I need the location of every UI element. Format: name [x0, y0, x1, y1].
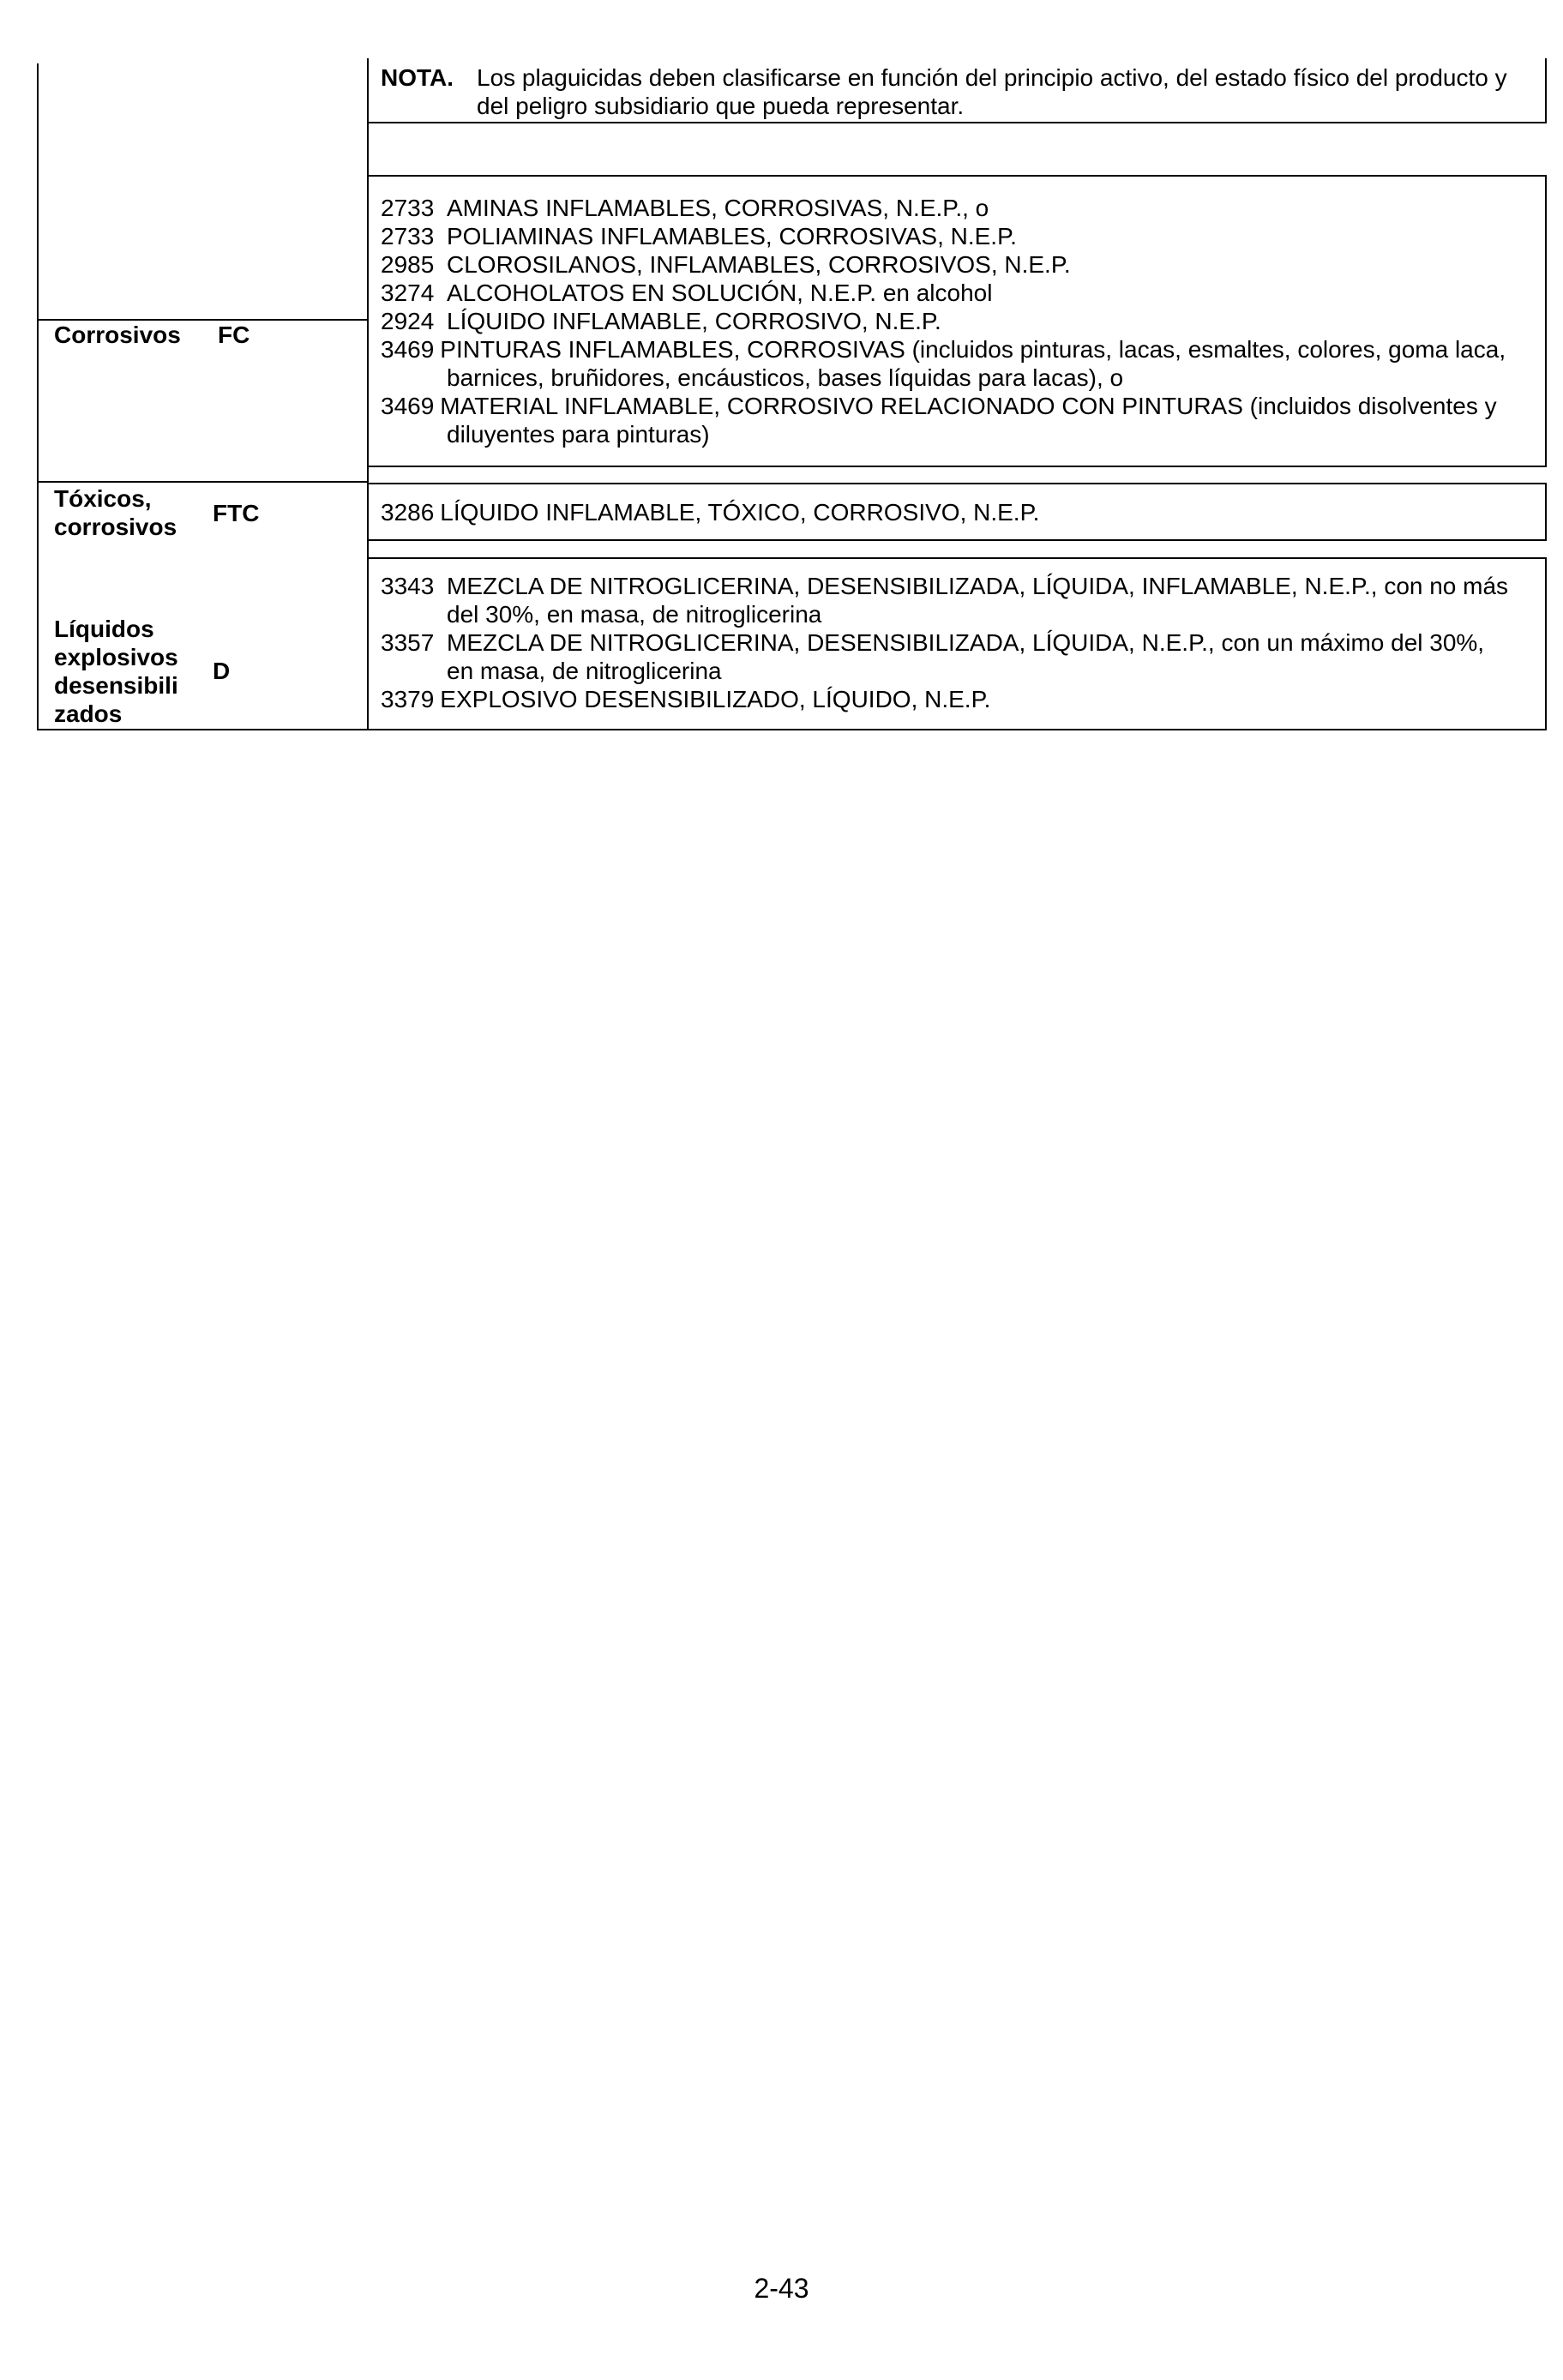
list-item: 2733 POLIAMINAS INFLAMABLES, CORROSIVAS, N.E.P. [381, 223, 1017, 249]
entries-list [381, 498, 1530, 526]
list-item: 3357 MEZCLA DE NITROGLICERINA, DESENSIBILIZADA, LÍQUIDA, N.E.P., con un máximo del 30%, en masa, de nitroglicerina [381, 629, 1485, 684]
note [381, 63, 1530, 120]
note-text: Los plaguicidas deben clasificarse en función del principio activo, del estado físico del producto y del peligro subsidiario que pueda representar. [477, 64, 1507, 119]
list-item: 2985 CLOROSILANOS, INFLAMABLES, CORROSIVOS, N.E.P. [381, 251, 1071, 278]
list-item: 3343 MEZCLA DE NITROGLICERINA, DESENSIBILIZADA, LÍQUIDA, INFLAMABLE, N.E.P., con no más del 30%, en masa, de nitroglicerina [381, 573, 1509, 628]
table-left-border [37, 63, 39, 730]
note-label: NOTA. [381, 64, 454, 91]
category-code: FTC [213, 500, 260, 526]
category-code: FC [218, 322, 250, 348]
category-label: Líquidos explosivos desensibili zados [54, 616, 178, 727]
list-item: 3274 ALCOHOLATOS EN SOLUCIÓN, N.E.P. en alcohol [381, 279, 993, 306]
list-item: 3469 PINTURAS INFLAMABLES, CORROSIVAS (incluidos pinturas, lacas, esmaltes, colores, goma laca, barnices, bruñidores, encáusticos, bases líquidas para lacas), o [381, 336, 1506, 391]
category-code: D [213, 658, 231, 684]
list-item: 3286 LÍQUIDO INFLAMABLE, TÓXICO, CORROSIVO, N.E.P. [381, 499, 1040, 526]
list-item: 3469 MATERIAL INFLAMABLE, CORROSIVO RELACIONADO CON PINTURAS (incluidos disolventes y diluyentes para pinturas) [381, 393, 1497, 448]
list-item: 2733 AMINAS INFLAMABLES, CORROSIVAS, N.E.P., o [381, 195, 989, 221]
page-number: 2-43 [754, 2273, 809, 2304]
entries-list [381, 572, 1530, 713]
list-item: 3379 EXPLOSIVO DESENSIBILIZADO, LÍQUIDO, N.E.P. [381, 686, 991, 712]
entries-list [381, 194, 1530, 448]
category-label: Tóxicos, corrosivos [54, 485, 177, 540]
table-bottom-border [37, 729, 368, 730]
list-item: 2924 LÍQUIDO INFLAMABLE, CORROSIVO, N.E.P. [381, 308, 941, 334]
row-separator [37, 481, 368, 483]
category-label: Corrosivos [54, 322, 181, 348]
